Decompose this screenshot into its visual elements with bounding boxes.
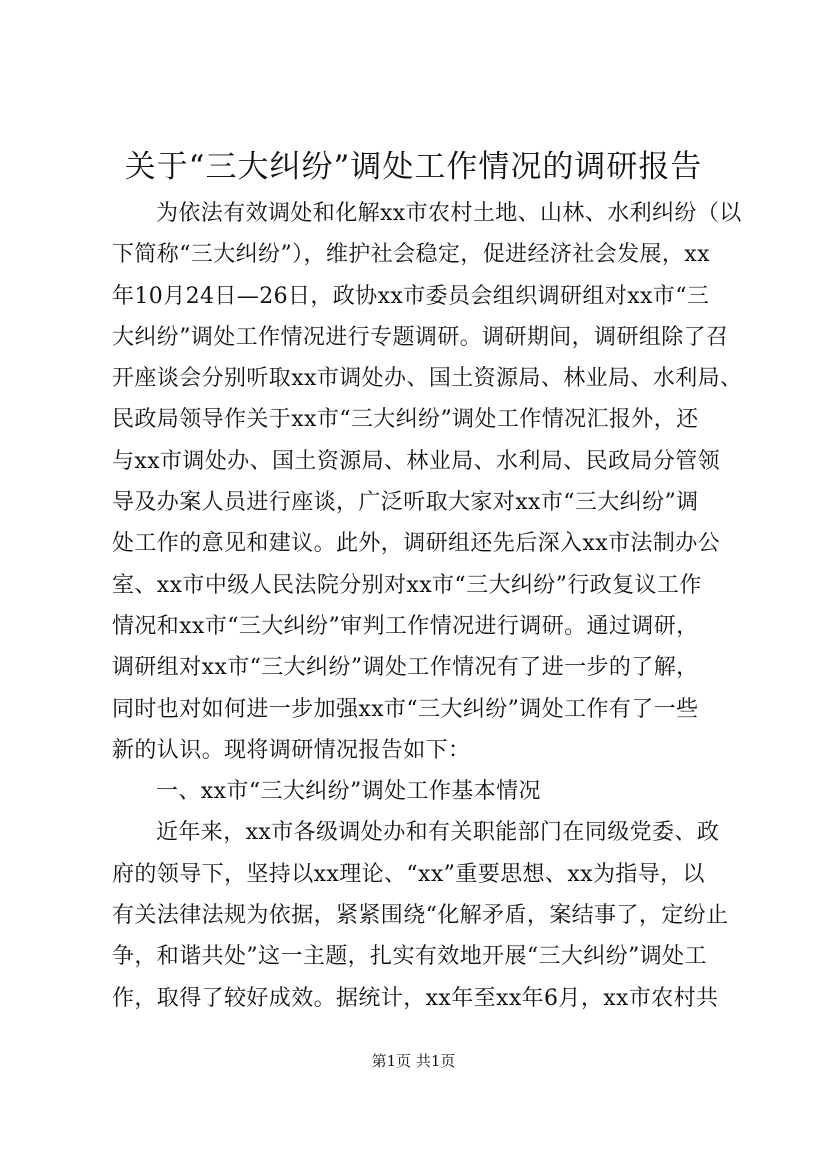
paragraph-line: 大纠纷”调处工作情况进行专题调研。调研期间，调研组除了召	[112, 324, 729, 350]
paragraph-line: 导及办案人员进行座谈，广泛听取大家对xx市“三大纠纷”调	[112, 490, 699, 516]
paragraph-line: 府的领导下，坚持以xx理论、“xx”重要思想、xx为指导，以	[112, 861, 705, 887]
paragraph-line: 有关法律法规为依据，紧紧围绕“化解矛盾，案结事了，定纷止	[112, 903, 729, 929]
section-heading: 一、xx市“三大纠纷”调处工作基本情况	[156, 779, 541, 805]
paragraph-line: 年10月24日—26日，政协xx市委员会组织调研组对xx市“三	[112, 283, 710, 309]
paragraph-line: 同时也对如何进一步加强xx市“三大纠纷”调处工作有了一些	[112, 696, 699, 722]
paragraph-line: 近年来，xx市各级调处办和有关职能部门在同级党委、政	[156, 820, 720, 846]
document-title: 关于“三大纠纷”调处工作情况的调研报告	[124, 149, 703, 185]
paragraph-line: 作，取得了较好成效。据统计，xx年至xx年6月，xx市农村共	[112, 985, 719, 1011]
document-body	[112, 193, 743, 1019]
paragraph-line: 调研组对xx市“三大纠纷”调处工作情况有了进一步的了解，	[112, 655, 699, 681]
paragraph-line: 下简称“三大纠纷”），维护社会稳定，促进经济社会发展，xx	[112, 242, 710, 268]
page-footer: 第1页 共1页	[371, 1052, 456, 1070]
paragraph-line: 开座谈会分别听取xx市调处办、国土资源局、林业局、水利局、	[112, 366, 743, 392]
paragraph-line: 为依法有效调处和化解xx市农村土地、山林、水利纠纷（以	[156, 201, 742, 226]
paragraph-line: 民政局领导作关于xx市“三大纠纷”调处工作情况汇报外，还	[112, 407, 699, 433]
paragraph-line: 情况和xx市“三大纠纷”审判工作情况进行调研。通过调研，	[112, 613, 699, 639]
paragraph-line: 新的认识。现将调研情况报告如下：	[112, 737, 471, 763]
paragraph-line: 室、xx市中级人民法院分别对xx市“三大纠纷”行政复议工作	[112, 572, 702, 598]
paragraph-line: 处工作的意见和建议。此外，调研组还先后深入xx市法制办公	[112, 531, 721, 557]
paragraph-line: 争，和谐共处”这一主题，扎实有效地开展“三大纠纷”调处工	[112, 944, 707, 970]
paragraph-line: 与xx市调处办、国土资源局、林业局、水利局、民政局分管领	[112, 448, 721, 474]
